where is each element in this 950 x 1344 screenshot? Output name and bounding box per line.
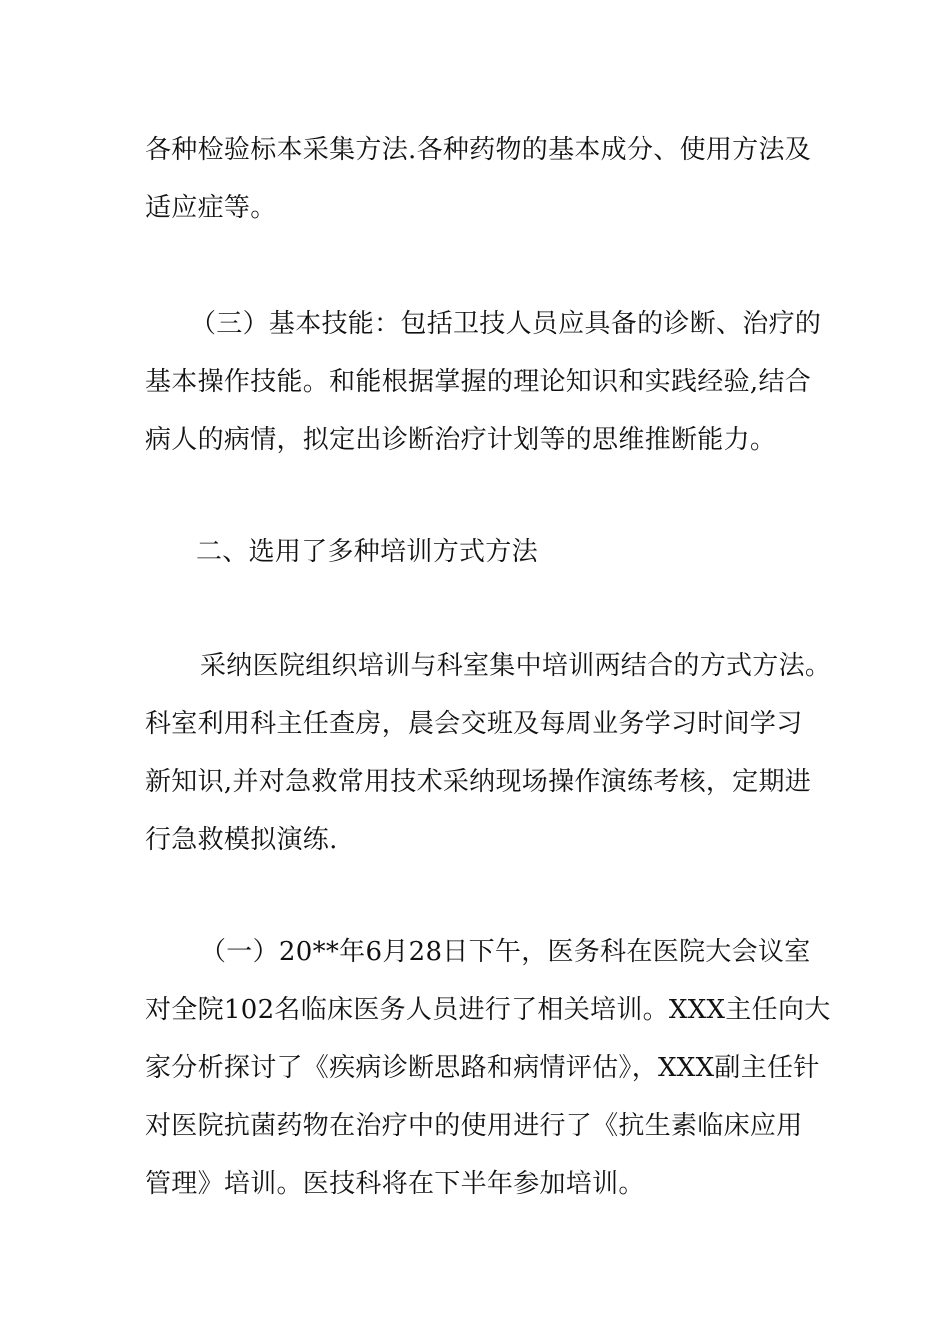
- paragraph-4-line-1: （一）20**年6月28日下午，医务科在医院大会议室: [200, 937, 811, 967]
- paragraph-2-line-1: （三）基本技能：包括卫技人员应具备的诊断、治疗的: [190, 309, 822, 339]
- paragraph-1-line-2: 适应症等。: [145, 193, 277, 223]
- paragraph-3-line-2: 科室利用科主任查房，晨会交班及每周业务学习时间学习: [145, 709, 803, 739]
- paragraph-3-line-4: 行急救模拟演练.: [145, 825, 338, 855]
- paragraph-2-line-3: 病人的病情，拟定出诊断治疗计划等的思维推断能力。: [145, 425, 777, 455]
- paragraph-4-line-4: 对医院抗菌药物在治疗中的使用进行了《抗生素临床应用: [145, 1111, 803, 1141]
- paragraph-1-line-1: 各种检验标本采集方法.各种药物的基本成分、使用方法及: [145, 135, 812, 165]
- section-heading: 二、选用了多种培训方式方法: [196, 537, 538, 567]
- paragraph-4-line-2: 对全院102名临床医务人员进行了相关培训。XXX主任向大: [145, 995, 831, 1025]
- paragraph-2-line-2: 基本操作技能。和能根据掌握的理论知识和实践经验,结合: [145, 367, 812, 397]
- paragraph-4-line-5: 管理》培训。医技科将在下半年参加培训。: [145, 1169, 645, 1199]
- paragraph-4-line-3: 家分析探讨了《疾病诊断思路和病情评估》，XXX副主任针: [145, 1053, 820, 1083]
- paragraph-3-line-1: 采纳医院组织培训与科室集中培训两结合的方式方法。: [200, 651, 832, 681]
- paragraph-3-line-3: 新知识,并对急救常用技术采纳现场操作演练考核，定期进: [145, 767, 812, 797]
